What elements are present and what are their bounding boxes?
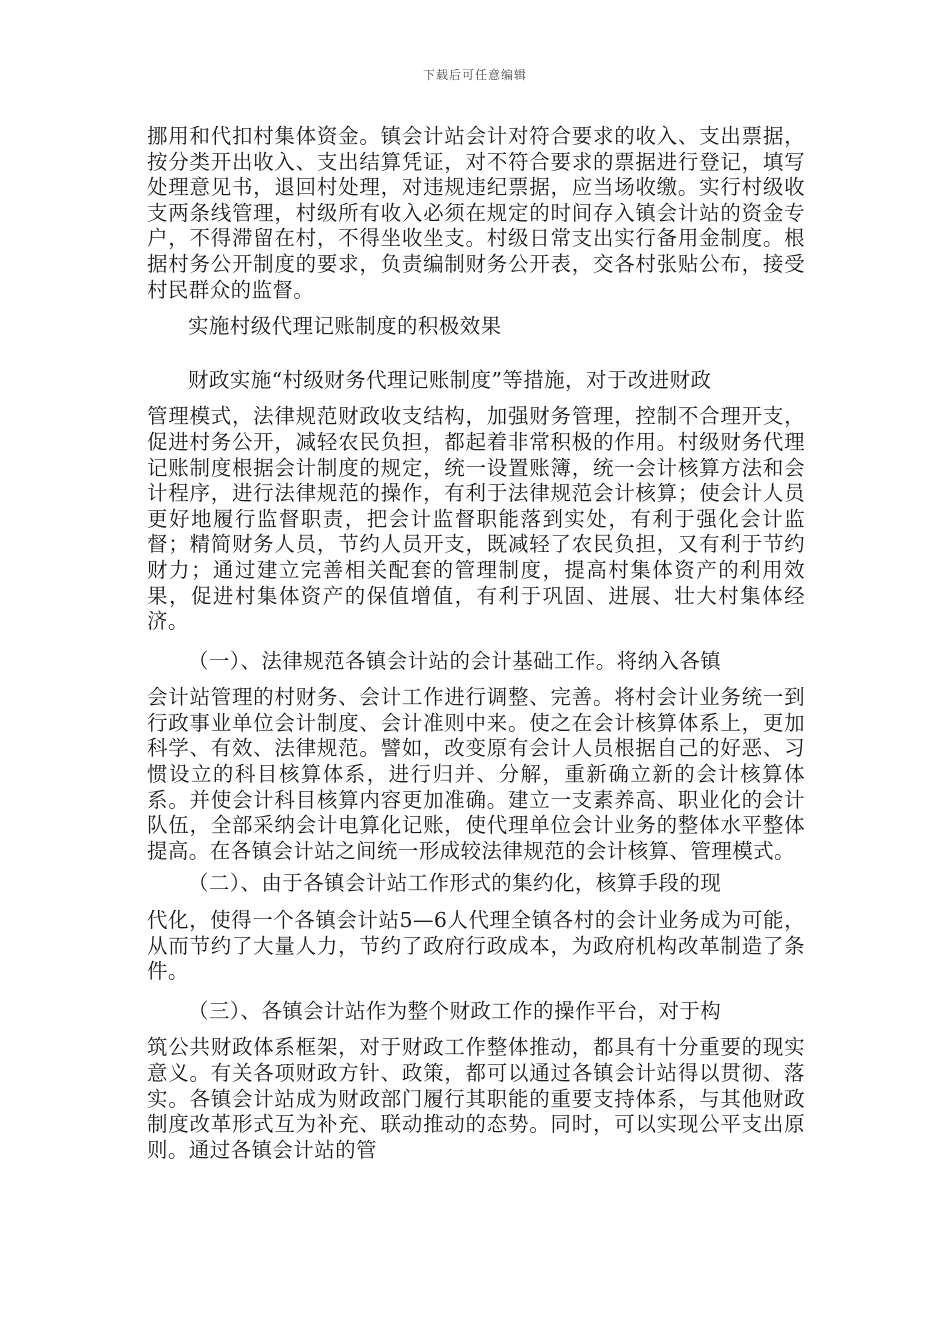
document-body <box>147 124 805 1163</box>
paragraph-effects <box>147 368 805 635</box>
header-note: 下载后可任意编辑 <box>422 68 527 82</box>
paragraph-item-3-first-line: （三）、各镇会计站作为整个财政工作的操作平台，对于构 <box>188 998 722 1023</box>
paragraph-item-3-rest: 筑公共财政体系框架，对于财政工作整体推动，都具有十分重要的现实意义。有关各项财政方针、政策，都可以通过各镇会计站得以贯彻、落实。各镇会计站成为财政部门履行其职能的重要支持体系，与其他财政制度改革形式互为补充、联动推动的态势。同时，可以实现公平支出原则。通过各镇会计站的管 <box>147 1035 805 1162</box>
paragraph-item-1 <box>147 649 805 865</box>
paragraph-effects-rest: 管理模式，法律规范财政收支结构，加强财务管理，控制不合理开支，促进村务公开，减轻农民负担，都起着非常积极的作用。村级财务代理记账制度根据会计制度的规定，统一设置账簿，统一会计核算方法和会计程序，进行法律规范的操作，有利于法律规范会计核算；使会计人员更好地履行监督职责，把会计监督职能落到实处，有利于强化会计监督；精简财务人员，节约人员开支，既减轻了农民负担，又有利于节约财力；通过建立完善相关配套的管理制度，提高村集体资产的利用效果，促进村集体资产的保值增值，有利于巩固、进展、壮大村集体经济。 <box>147 404 805 634</box>
paragraph-item-2-rest: 代化，使得一个各镇会计站5—6人代理全镇各村的会计业务成为可能，从而节约了大量人力，节约了政府行政成本，为政府机构改革制造了条件。 <box>147 908 805 984</box>
paragraph-intro: 挪用和代扣村集体资金。镇会计站会计对符合要求的收入、支出票据，按分类开出收入、支出结算凭证，对不符合要求的票据进行登记，填写处理意见书，退回村处理，对违规违纪票据，应当场收缴。实行村级收支两条线管理，村级所有收入必须在规定的时间存入镇会计站的资金专户，不得滞留在村，不得坐收坐支。村级日常支出实行备用金制度。根据村务公开制度的要求，负责编制财务公开表，交各村张贴公布，接受村民群众的监督。 <box>147 124 805 302</box>
paragraph-item-2 <box>147 871 805 984</box>
section-heading: 实施村级代理记账制度的积极效果 <box>188 314 502 339</box>
paragraph-effects-first-line: 财政实施“村级财务代理记账制度”等措施，对于改进财政 <box>188 367 712 392</box>
paragraph-item-3 <box>147 999 805 1164</box>
paragraph-item-2-first-line: （二）、由于各镇会计站工作形式的集约化，核算手段的现 <box>188 871 722 896</box>
paragraph-item-1-first-line: （一）、法律规范各镇会计站的会计基础工作。将纳入各镇 <box>188 648 722 673</box>
paragraph-item-1-rest: 会计站管理的村财务、会计工作进行调整、完善。将村会计业务统一到行政事业单位会计制度、会计准则中来。使之在会计核算体系上，更加科学、有效、法律规范。譬如，改变原有会计人员根据自己的好恶、习惯设立的科目核算体系，进行归并、分解，重新确立新的会计核算体系。并使会计科目核算内容更加准确。建立一支素养高、职业化的会计队伍，全部采纳会计电算化记账，使代理单位会计业务的整体水平整体提高。在各镇会计站之间统一形成较法律规范的会计核算、管理模式。 <box>147 685 805 863</box>
